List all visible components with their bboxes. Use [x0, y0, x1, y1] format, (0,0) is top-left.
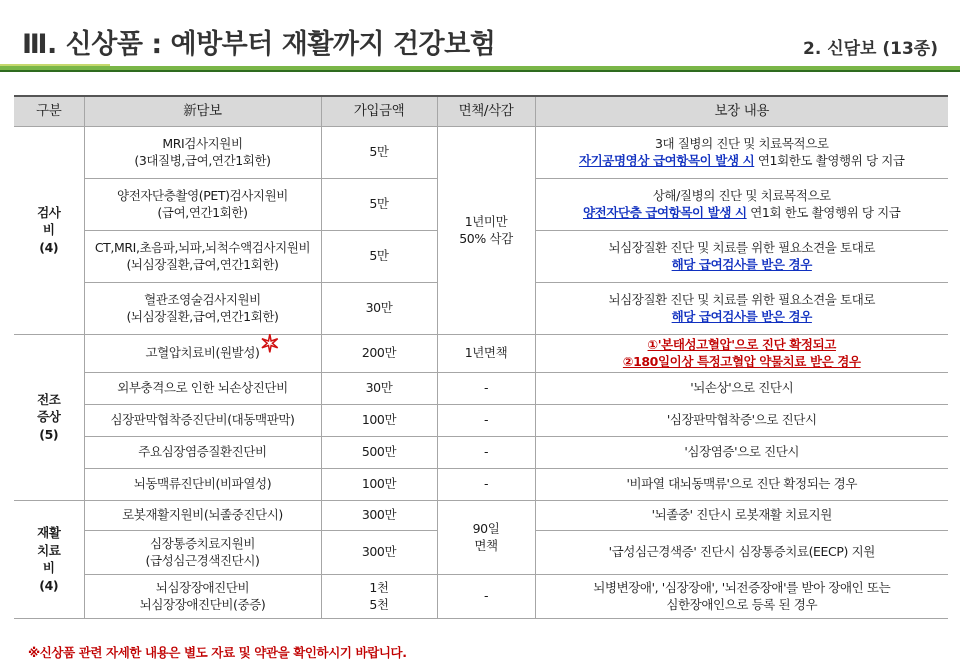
category-line: 검사 — [37, 204, 61, 220]
amount-cell — [321, 126, 437, 178]
content-line — [540, 152, 945, 170]
amount-cell — [321, 468, 437, 500]
table-row — [14, 500, 948, 530]
waiver-line: 1년미만 — [464, 213, 508, 229]
coverage-name-line: 뇌동맥류진단비(비파열성) — [133, 476, 272, 492]
content-line — [540, 379, 945, 397]
waiver-cell — [437, 436, 535, 468]
column-header: 보장 내용 — [535, 96, 948, 126]
highlight-text: 해당 급여검사를 받은 경우 — [671, 309, 812, 324]
content-line — [540, 187, 945, 205]
coverage-name-line: MRI검사지원비 — [162, 135, 243, 151]
category-line: 비 — [42, 560, 55, 575]
category-line: 재활 — [37, 525, 61, 540]
coverage-name-cell — [84, 282, 321, 334]
coverage-name-cell — [84, 500, 321, 530]
content-text: '뇌손상'으로 진단시 — [690, 380, 794, 396]
waiver-line: - — [483, 476, 489, 492]
coverage-content-cell — [535, 126, 948, 178]
amount-line: 5천 — [369, 597, 389, 612]
amount-cell — [321, 372, 437, 404]
coverage-content-cell — [535, 500, 948, 530]
category-cell — [14, 334, 84, 500]
coverage-name-cell — [84, 468, 321, 500]
coverage-name-cell — [84, 574, 321, 618]
content-text: '심장염증'으로 진단시 — [684, 444, 800, 460]
column-header: 면책/삭감 — [437, 96, 535, 126]
amount-cell — [321, 404, 437, 436]
waiver-cell — [437, 334, 535, 372]
content-text: 3대 질병의 진단 및 치료목적으로 — [654, 135, 829, 151]
warning-text: ②180일이상 특정고혈압 약물치료 받은 경우 — [622, 354, 861, 369]
content-line — [540, 475, 945, 493]
coverage-name-line: 고혈압치료비(원발성) — [145, 345, 260, 361]
amount-cell — [321, 574, 437, 618]
content-line — [540, 239, 945, 257]
coverage-content-cell — [535, 334, 948, 372]
amount-cell — [321, 530, 437, 574]
amount-line: 200만 — [361, 345, 397, 361]
coverage-name-line: (3대질병,급여,연간1회한) — [134, 153, 271, 168]
category-line: 치료 — [37, 542, 61, 558]
waiver-cell — [437, 500, 535, 574]
column-header: 구분 — [14, 96, 84, 126]
content-line — [540, 256, 945, 274]
coverage-content-cell — [535, 404, 948, 436]
content-line — [540, 291, 945, 309]
content-line — [540, 353, 945, 371]
table-row — [14, 126, 948, 178]
waiver-line: - — [483, 412, 489, 428]
content-line — [540, 336, 945, 354]
amount-line: 300만 — [361, 544, 397, 560]
amount-line: 30만 — [365, 380, 393, 396]
category-line: (4) — [39, 239, 59, 255]
coverage-name-cell — [84, 404, 321, 436]
amount-line: 5만 — [369, 144, 389, 160]
coverage-name-line: 뇌심장장애진단비(중증) — [139, 597, 266, 612]
waiver-cell — [437, 372, 535, 404]
content-text: 연1회 한도 촬영행위 당 지급 — [746, 205, 901, 220]
content-text: '뇌졸중' 진단시 로봇재활 치료지원 — [651, 507, 832, 523]
amount-cell — [321, 282, 437, 334]
content-text: 상해/질병의 진단 및 치료목적으로 — [652, 187, 831, 203]
coverage-name-cell — [84, 126, 321, 178]
table-row — [14, 468, 948, 500]
content-line — [540, 579, 945, 597]
title-rule-dark — [0, 70, 960, 72]
new-star-icon: ✶ — [259, 330, 280, 359]
content-line — [540, 411, 945, 429]
waiver-line: - — [483, 380, 489, 396]
amount-line: 100만 — [361, 412, 397, 428]
amount-cell — [321, 436, 437, 468]
waiver-line: - — [483, 444, 489, 460]
amount-cell — [321, 178, 437, 230]
category-line: (5) — [39, 426, 59, 442]
amount-line: 5만 — [369, 248, 389, 264]
content-text: '비파열 대뇌동맥류'으로 진단 확정되는 경우 — [626, 476, 858, 492]
amount-cell — [321, 334, 437, 372]
content-line — [540, 135, 945, 153]
content-line — [540, 204, 945, 222]
content-line — [540, 543, 945, 561]
column-header: 新담보 — [84, 96, 321, 126]
category-line: 증상 — [37, 409, 61, 425]
waiver-line: 면책 — [474, 538, 498, 553]
page-subtitle: 2. 신담보 (13종) — [802, 39, 938, 59]
highlight-text: 양전자단층 급여항목이 발생 시 — [583, 205, 747, 220]
content-text: 연1회한도 촬영행위 당 지급 — [754, 153, 905, 168]
coverage-content-cell — [535, 436, 948, 468]
coverage-content-cell — [535, 574, 948, 618]
highlight-text: 해당 급여검사를 받은 경우 — [671, 257, 812, 272]
amount-line: 1천 — [369, 579, 389, 595]
coverage-name-line: CT,MRI,초음파,뇌파,뇌척수액검사지원비 — [94, 239, 311, 255]
coverage-name-line: (뇌심장질환,급여,연간1회한) — [126, 309, 279, 324]
content-text: '급성심근경색증' 진단시 심장통증치료(EECP) 지원 — [608, 544, 875, 560]
table-header-row — [14, 96, 948, 126]
content-text: 심한장애인으로 등록 된 경우 — [666, 597, 818, 612]
category-line: 전조 — [37, 391, 61, 407]
content-text: 뇌심장질환 진단 및 치료를 위한 필요소견을 토대로 — [608, 291, 876, 307]
coverage-content-cell — [535, 372, 948, 404]
coverage-name-line: 혈관조영술검사지원비 — [144, 291, 261, 307]
coverage-name-line: 양전자단층촬영(PET)검사지원비 — [117, 187, 288, 203]
coverage-content-cell — [535, 468, 948, 500]
coverage-content-cell — [535, 178, 948, 230]
content-line — [540, 596, 945, 614]
amount-cell — [321, 230, 437, 282]
coverage-name-cell — [84, 436, 321, 468]
table-row — [14, 334, 948, 372]
waiver-line: 1년면책 — [464, 345, 508, 361]
amount-line: 500만 — [361, 444, 397, 460]
table-row — [14, 372, 948, 404]
table-body — [14, 126, 948, 618]
coverage-name-line: (뇌심장질환,급여,연간1회한) — [126, 257, 279, 272]
table-row — [14, 574, 948, 618]
waiver-line: - — [483, 588, 489, 604]
content-text: 뇌심장질환 진단 및 치료를 위한 필요소견을 토대로 — [608, 239, 876, 255]
column-header: 가입금액 — [321, 96, 437, 126]
content-line — [540, 443, 945, 461]
category-cell — [14, 500, 84, 618]
content-line — [540, 308, 945, 326]
coverage-content-cell — [535, 282, 948, 334]
table-row — [14, 436, 948, 468]
coverage-name-line: (급성심근경색진단시) — [145, 553, 260, 568]
coverage-name-cell — [84, 372, 321, 404]
amount-line: 5만 — [369, 196, 389, 212]
coverage-name-cell — [84, 530, 321, 574]
waiver-cell — [437, 468, 535, 500]
waiver-line: 50% 삭감 — [459, 231, 513, 246]
table-row — [14, 404, 948, 436]
coverage-content-cell — [535, 530, 948, 574]
coverage-content-cell — [535, 230, 948, 282]
highlight-text: 자기공명영상 급여항목이 발생 시 — [578, 153, 755, 168]
coverage-name-cell — [84, 178, 321, 230]
coverage-name-line: 주요심장염증질환진단비 — [138, 444, 267, 460]
coverage-name-cell — [84, 230, 321, 282]
warning-text: ①'본태성고혈압'으로 진단 확정되고 — [647, 336, 836, 352]
content-text: '심장판막협착증'으로 진단시 — [666, 412, 817, 428]
footer-note: ※신상품 관련 자세한 내용은 별도 자료 및 약관을 확인하시기 바랍니다. — [28, 645, 407, 660]
amount-line: 100만 — [361, 476, 397, 492]
category-cell — [14, 126, 84, 334]
amount-line: 30만 — [365, 300, 393, 316]
waiver-cell — [437, 574, 535, 618]
coverage-name-line: 심장판막협착증진단비(대동맥판막) — [110, 412, 295, 428]
coverage-name — [145, 330, 280, 362]
content-line — [540, 506, 945, 524]
waiver-line: 90일 — [472, 520, 500, 536]
coverage-name-line: 심장통증치료지원비 — [149, 535, 256, 551]
coverage-name-line: (급여,연간1회한) — [157, 205, 248, 220]
coverage-name-line: 로봇재활지원비(뇌졸중진단시) — [122, 507, 283, 523]
coverage-name-line: 뇌심장장애진단비 — [155, 579, 250, 595]
coverage-name-line: 외부충격으로 인한 뇌손상진단비 — [117, 380, 288, 396]
amount-line: 300만 — [361, 507, 397, 523]
waiver-cell — [437, 404, 535, 436]
coverage-name-cell — [84, 330, 321, 372]
category-line: 비 — [42, 222, 55, 238]
benefits-table — [14, 95, 948, 619]
page-title: Ⅲ. 신상품 : 예방부터 재활까지 건강보험 — [22, 29, 496, 60]
waiver-cell — [437, 126, 535, 334]
category-line: (4) — [39, 577, 59, 593]
amount-cell — [321, 500, 437, 530]
content-text: 뇌병변장애', '심장장애', '뇌전증장애'를 받아 장애인 또는 — [593, 579, 891, 595]
